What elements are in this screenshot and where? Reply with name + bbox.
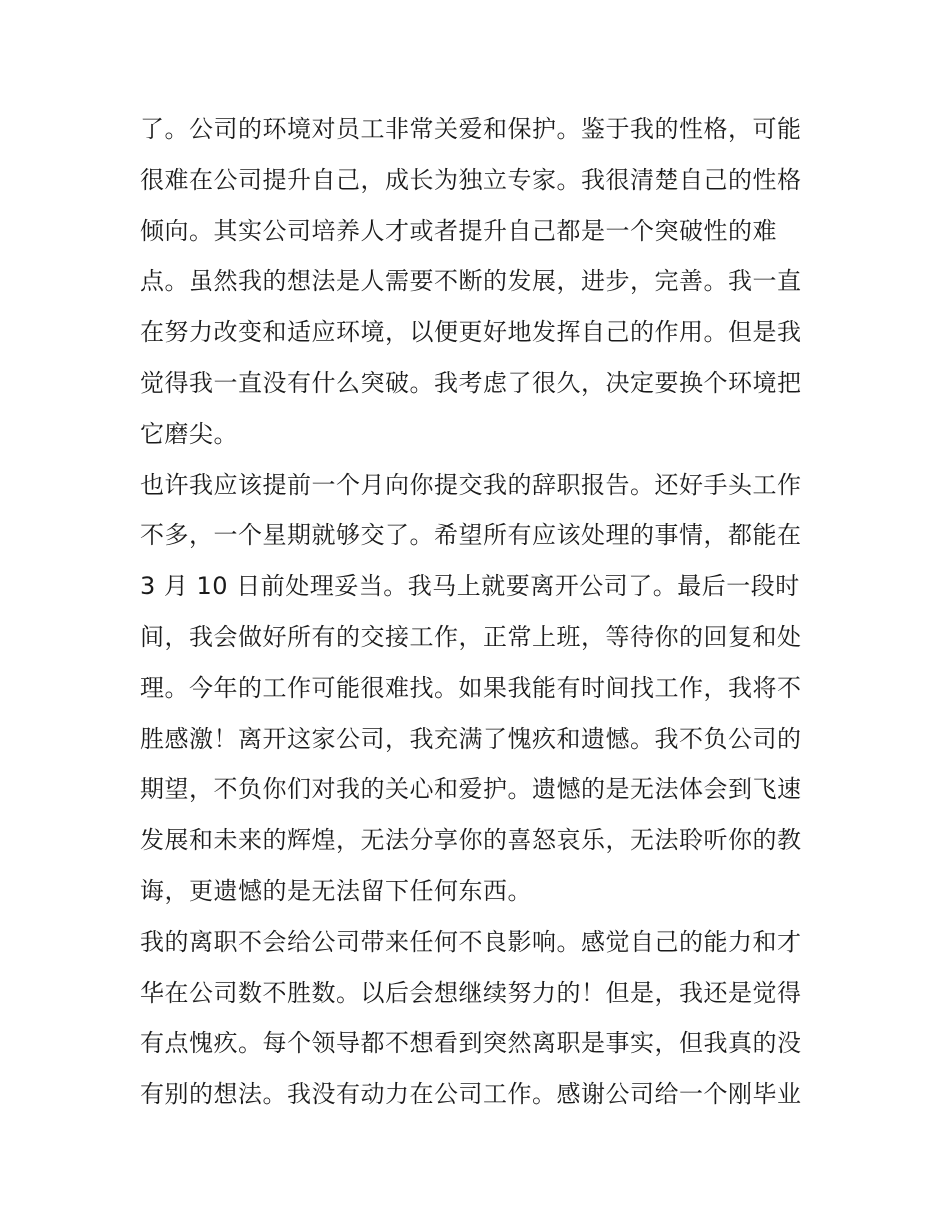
text-line: 诲，更遗憾的是无法留下任何东西。	[140, 876, 532, 905]
text-line: 理。今年的工作可能很难找。如果我能有时间找工作，我将不	[140, 673, 802, 702]
text-line: 我的离职不会给公司带来任何不良影响。感觉自己的能力和才	[140, 927, 802, 956]
text-line: 期望，不负你们对我的关心和爱护。遗憾的是无法体会到飞速	[140, 775, 802, 804]
text-line: 在努力改变和适应环境，以便更好地发挥自己的作用。但是我	[140, 318, 802, 347]
document-body	[140, 104, 830, 1120]
text-line: 也许我应该提前一个月向你提交我的辞职报告。还好手头工作	[140, 470, 802, 499]
text-line: 点。虽然我的想法是人需要不断的发展，进步，完善。我一直	[140, 267, 802, 296]
text-line: 觉得我一直没有什么突破。我考虑了很久，决定要换个环境把	[140, 368, 802, 397]
text-line: 了。公司的环境对员工非常关爱和保护。鉴于我的性格，可能	[140, 115, 802, 143]
text-line: 发展和未来的辉煌，无法分享你的喜怒哀乐，无法聆听你的教	[140, 826, 802, 855]
text-line: 不多，一个星期就够交了。希望所有应该处理的事情，都能在	[140, 521, 802, 550]
text-line: 3 月 10 日前处理妥当。我马上就要离开公司了。最后一段时	[140, 572, 800, 601]
text-line: 间，我会做好所有的交接工作，正常上班，等待你的回复和处	[140, 622, 802, 651]
text-line: 很难在公司提升自己，成长为独立专家。我很清楚自己的性格	[140, 165, 802, 194]
text-line: 胜感激！离开这家公司，我充满了愧疚和遗憾。我不负公司的	[140, 724, 802, 753]
text-line: 倾向。其实公司培养人才或者提升自己都是一个突破性的难	[140, 216, 777, 245]
text-line: 有别的想法。我没有动力在公司工作。感谢公司给一个刚毕业	[140, 1080, 802, 1109]
text-line: 它磨尖。	[140, 419, 238, 448]
text-line: 有点愧疚。每个领导都不想看到突然离职是事实，但我真的没	[140, 1029, 802, 1058]
text-line: 华在公司数不胜数。以后会想继续努力的！但是，我还是觉得	[140, 978, 802, 1007]
